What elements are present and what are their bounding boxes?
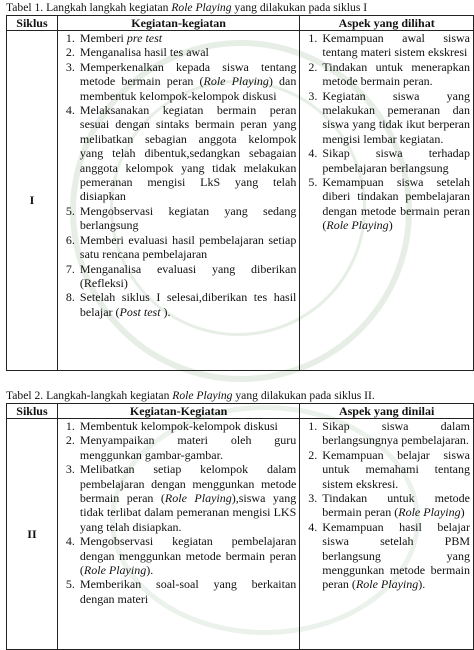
table2-aspek-item-number: 4. <box>308 519 318 534</box>
table2-aspek-item <box>300 448 473 491</box>
table1-header-aspek: Aspek yang dilihat <box>300 16 474 31</box>
table1-aspek-item <box>300 89 473 147</box>
table1-kegiatan-item-number: 4. <box>65 103 75 118</box>
table2-aspek-item-text: Kemampuan belajar siswa untuk memahami tentang sistem ekskresi. <box>322 447 470 491</box>
table2-header-row <box>7 404 474 419</box>
table2-aspek-item <box>300 491 473 520</box>
table2-siklus-cell: II <box>7 419 58 650</box>
table2-aspek-item-number: 2. <box>308 447 318 462</box>
table2-kegiatan-item-number: 4. <box>65 534 75 549</box>
table1-aspek-item-number: 3. <box>308 88 318 103</box>
table1-aspek-item-text: Kemampuan awal siswa tentang materi sistem ekskresi <box>322 31 470 60</box>
table2-kegiatan-cell <box>57 419 299 650</box>
table2-kegiatan-item-text: Menyampaikan materi oleh guru menggunkan gambar-gambar. <box>79 433 297 462</box>
table1-kegiatan-item <box>58 290 299 319</box>
table1-aspek-item-text: Sikap siswa terhadap pembelajaran berlangsung <box>322 146 470 175</box>
table2-caption: Tabel 2. Langkah-langkah kegiatan Role Playing yang dilakukan pada siklus II. <box>6 389 375 402</box>
table2-kegiatan-item <box>58 462 299 534</box>
table1-kegiatan-item <box>58 60 299 103</box>
table1-kegiatan-item-number: 8. <box>65 290 75 305</box>
table1 <box>6 15 474 371</box>
table1-header-row <box>7 16 474 31</box>
table1-kegiatan-item-text: Mengobservasi kegiatan yang sedang berlangsung <box>79 203 297 233</box>
table2-kegiatan-item-text: Memberikan soal-soal yang berkaitan dengan materi <box>79 577 297 606</box>
table1-kegiatan-item <box>58 204 299 233</box>
table1-aspek-item-number: 2. <box>308 59 318 74</box>
table2-kegiatan-item <box>58 534 299 577</box>
table1-kegiatan-list <box>58 31 299 319</box>
table1-aspek-item <box>300 60 473 89</box>
table1-kegiatan-item-number: 6. <box>65 232 75 247</box>
table1-aspek-item-number: 4. <box>308 146 318 161</box>
table2-kegiatan-item-number: 2. <box>65 433 75 448</box>
table2-kegiatan-list <box>58 419 299 606</box>
table2-aspek-list <box>300 419 473 592</box>
table2-aspek-item <box>300 419 473 448</box>
table1-aspek-item <box>300 31 473 60</box>
table1-caption: Tabel 1. Langkah langkah kegiatan Role Playing yang dilakukan pada siklus I <box>6 1 368 14</box>
table1-aspek-cell <box>300 31 474 371</box>
table1-kegiatan-item <box>58 262 299 291</box>
table2-aspek-item-text: Sikap siswa dalam berlangsungnya pembelajaran. <box>322 419 470 448</box>
table1-kegiatan-item-number: 1. <box>65 31 75 45</box>
table1-aspek-item-number: 5. <box>308 175 318 190</box>
table1-kegiatan-item-text: Melaksanakan kegiatan bermain peran sesuai dengan sintaks bermain peran yang melibatkan sebagian anggota kelompok yang telah dibentuk,sedangkan sebagaian anggota kelompok yang tidak melakukan pemeranan mengisi LkS yang telah disiapkan <box>79 103 297 204</box>
table1-kegiatan-item-text: Memberi pre test <box>79 31 163 45</box>
table2-body-row <box>7 419 474 650</box>
table1-kegiatan-item <box>58 233 299 262</box>
table1-aspek-list <box>300 31 473 233</box>
table1-aspek-item <box>300 146 473 175</box>
table2-kegiatan-item-number: 1. <box>65 419 75 433</box>
table2-kegiatan-item-number: 5. <box>65 577 75 592</box>
table2-aspek-item-number: 1. <box>308 419 318 433</box>
table2-aspek-cell <box>300 419 474 650</box>
table1-kegiatan-item-number: 2. <box>65 45 75 60</box>
table2-aspek-item-text: Kemampuan hasil belajar siswa setelah PBM berlangsung yang menggunkan metode bermain peran (Role Playing). <box>322 519 470 592</box>
table2-header-siklus: Siklus <box>7 404 58 419</box>
table2-kegiatan-item <box>58 577 299 606</box>
table2 <box>6 403 474 650</box>
table1-aspek-item-text: Kemampuan siswa setelah diberi tindakan pembelajaran dengan metode bermain peran (Role Playing) <box>322 175 470 233</box>
table1-kegiatan-item-text: Memperkenalkan kepada siswa tentang metode bermain peran (Role Playing) dan membentuk kelompok-kelompok diskusi <box>79 59 297 103</box>
table2-kegiatan-item <box>58 433 299 462</box>
table1-aspek-item <box>300 175 473 233</box>
table1-kegiatan-item-number: 7. <box>65 261 75 276</box>
table1-kegiatan-item-text: Menganalisa evaluasi yang diberikan (Refleksi) <box>79 261 297 290</box>
table1-aspek-item-text: Tindakan untuk menerapkan metode bermain peran. <box>322 59 470 89</box>
table2-aspek-item-text: Tindakan untuk metode bermain peran (Role Playing) <box>322 491 470 520</box>
table2-header-kegiatan: Kegiatan-Kegiatan <box>57 404 299 419</box>
table1-kegiatan-item-text: Setelah siklus I selesai,diberikan tes hasil belajar (Post test ). <box>79 290 297 319</box>
table2-aspek-item-number: 3. <box>308 491 318 506</box>
table2-kegiatan-item-number: 3. <box>65 462 75 477</box>
table2-kegiatan-item-text: Melibatkan setiap kelompok dalam pembelajaran dengan menggunkan metode bermain peran (Role Playing),siswa yang tidak terlibat dalam pemeranan mengisi LKS yang telah disiapkan. <box>79 462 297 534</box>
table1-header-siklus: Siklus <box>7 16 58 31</box>
table1-kegiatan-item <box>58 31 299 45</box>
table1-kegiatan-item-number: 3. <box>65 59 75 74</box>
table1-body-row <box>7 31 474 371</box>
table2-kegiatan-item-text: Membentuk kelompok-kelompok diskusi <box>79 419 278 433</box>
table2-aspek-item <box>300 520 473 592</box>
table1-header-kegiatan: Kegiatan-kegiatan <box>57 16 299 31</box>
table1-kegiatan-item-text: Menganalisa hasil tes awal <box>79 45 209 60</box>
table1-kegiatan-item <box>58 45 299 59</box>
table1-kegiatan-item <box>58 103 299 204</box>
table1-aspek-item-number: 1. <box>308 31 318 45</box>
table2-header-aspek: Aspek yang dinilai <box>300 404 474 419</box>
table2-kegiatan-item <box>58 419 299 433</box>
table1-siklus-cell: I <box>7 31 58 371</box>
table1-aspek-item-text: Kegiatan siswa yang melakukan pemeranan dan siswa yang tidak ikut berperan mengisi lembar kegiatan. <box>322 88 470 146</box>
table1-kegiatan-item-text: Memberi evaluasi hasil pembelajaran setiap satu rencana pembelajaran <box>79 232 297 262</box>
table1-kegiatan-item-number: 5. <box>65 203 75 218</box>
table1-kegiatan-cell <box>57 31 299 371</box>
table2-kegiatan-item-text: Mengobservasi kegiatan pembelajaran dengan menggunkan metode bermain peran (Role Playing). <box>79 534 297 578</box>
